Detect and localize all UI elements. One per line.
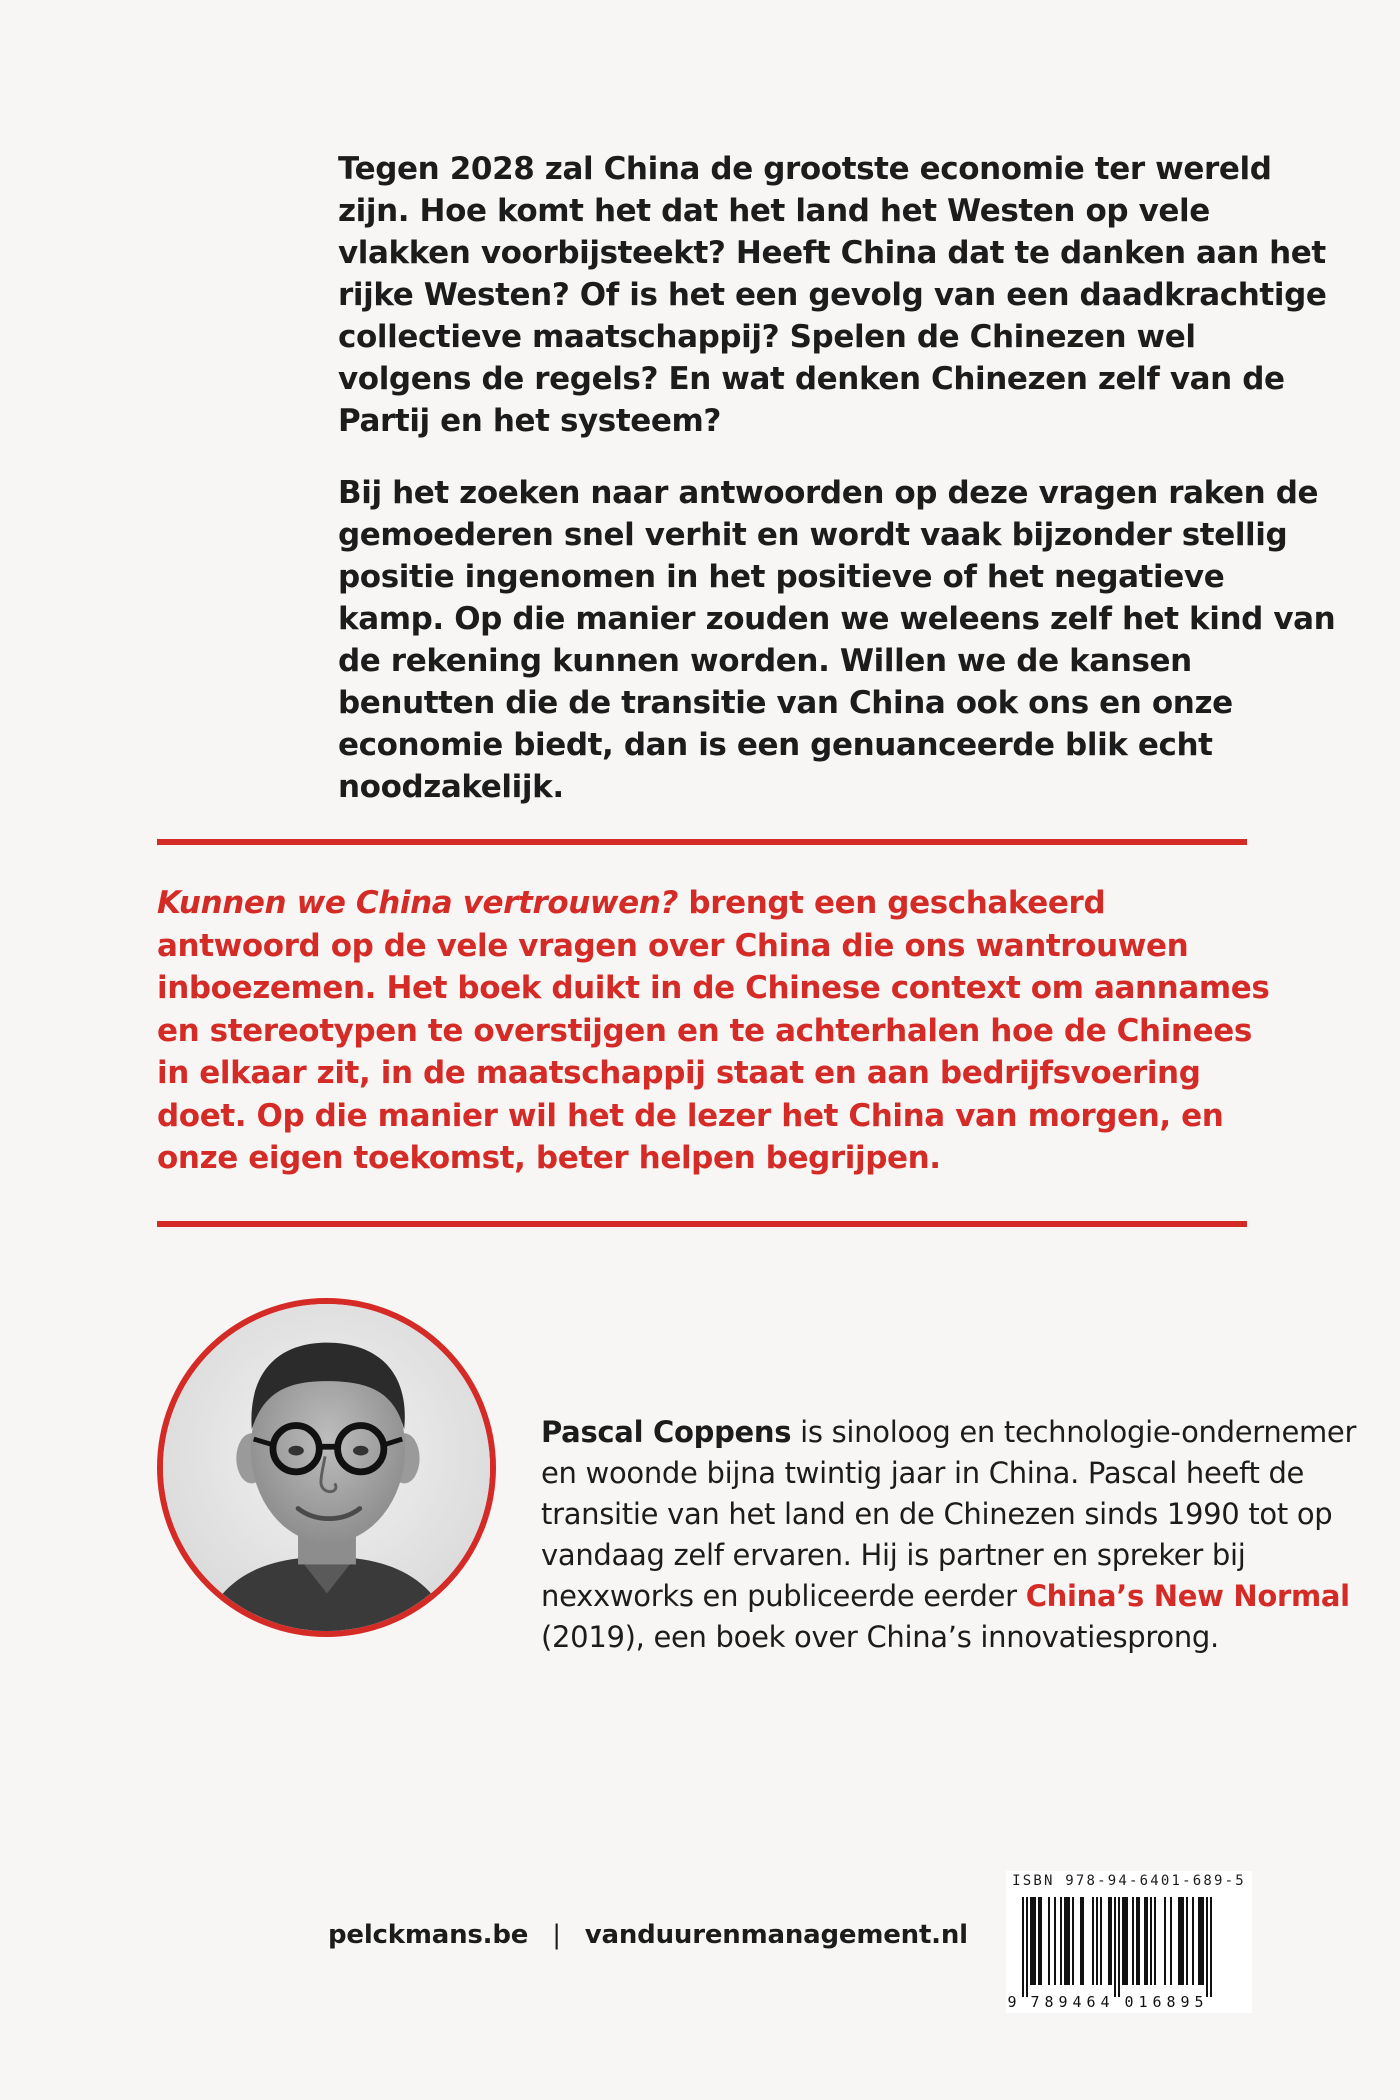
blurb-text: brengt een geschakeerd antwoord op de vele vragen over China die ons wantrouwen inboezemen. Het boek duikt in de Chinese context om aannames en stereotypen te overstijgen en te achterhalen hoe de Chinees in elkaar zit, in de maatschappij staat en aan bedrijfsvoering doet. Op die manier wil het de lezer het China van morgen, en onze eigen toekomst, beter helpen begrijpen. bbox=[157, 885, 1270, 1176]
barcode-bar bbox=[1110, 1897, 1112, 1985]
barcode-digit: 6 bbox=[1152, 1993, 1162, 2011]
barcode-digit: 4 bbox=[1100, 1993, 1110, 2011]
barcode-digit: 5 bbox=[1194, 1993, 1204, 2011]
barcode-bar bbox=[1064, 1897, 1066, 1985]
barcode-bar bbox=[1040, 1897, 1042, 1985]
barcode-bar bbox=[1210, 1897, 1212, 1997]
barcode-bar bbox=[1118, 1897, 1120, 1997]
book-title: Kunnen we China vertrouwen? bbox=[157, 885, 679, 921]
bio-text-1: is sinoloog en technologie-ondernemer en woonde bijna twintig jaar in China. Pascal heeft de transitie van het land en de Chinezen sinds 1990 tot op vandaag zelf ervaren. Hij is partner en spreker bij nexxworks en publiceerde eerder bbox=[541, 1415, 1357, 1613]
author-portrait bbox=[157, 1298, 496, 1637]
barcode-bar bbox=[1092, 1897, 1094, 1985]
intro-paragraph-2: Bij het zoeken naar antwoorden op deze vragen raken de gemoederen snel verhit en wordt vaak bijzonder stellig positie ingenomen in het positieve of het negatieve kamp. Op die manier zouden we weleens zelf het kind van de rekening kunnen worden. Willen we de kansen benutten die de transitie van China ook ons en onze economie biedt, dan is een genuanceerde blik echt noodzakelijk. bbox=[338, 475, 1336, 805]
isbn-label: ISBN 978-94-6401-689-5 bbox=[1012, 1873, 1246, 1889]
barcode-bar bbox=[1108, 1897, 1110, 1985]
barcode-bar bbox=[1178, 1897, 1180, 1985]
footer-separator: | bbox=[552, 1920, 561, 1950]
barcode-digit: 9 bbox=[1058, 1993, 1068, 2011]
barcode-bar bbox=[1146, 1897, 1148, 1985]
barcode-bar bbox=[1192, 1897, 1194, 1985]
barcode-bar bbox=[1186, 1897, 1188, 1985]
author-name: Pascal Coppens bbox=[541, 1415, 792, 1449]
intro-paragraph-1: Tegen 2028 zal China de grootste economie ter wereld zijn. Hoe komt het dat het land het Westen op vele vlakken voorbijsteekt? Heeft China dat te danken aan het rijke Westen? Of is het een gevolg van een daadkrachtige collectieve maatschappij? Spelen de Chinezen wel volgens de regels? En wat denken Chinezen zelf van de Partij en het systeem? bbox=[338, 151, 1327, 439]
barcode-bar bbox=[1126, 1897, 1128, 1985]
isbn-barcode bbox=[1006, 1871, 1252, 2013]
barcode-bar bbox=[1180, 1897, 1182, 1985]
barcode-bar bbox=[1206, 1897, 1208, 1997]
barcode-digit: 8 bbox=[1166, 1993, 1176, 2011]
book-blurb bbox=[157, 882, 1277, 1180]
barcode-bar bbox=[1122, 1897, 1124, 1985]
barcode-digit: 7 bbox=[1030, 1993, 1040, 2011]
barcode-bar bbox=[1096, 1897, 1098, 1985]
barcode-bar bbox=[1080, 1897, 1082, 1985]
previous-book-title: China’s New Normal bbox=[1025, 1579, 1350, 1613]
divider-bottom bbox=[157, 1221, 1247, 1227]
barcode-bar bbox=[1022, 1897, 1024, 1997]
barcode-bar bbox=[1032, 1897, 1034, 1985]
barcode-digit: 9 bbox=[1180, 1993, 1190, 2011]
publisher-link-vanduuren: vanduurenmanagement.nl bbox=[584, 1920, 968, 1950]
barcode-bar bbox=[1054, 1897, 1056, 1985]
barcode-digit: 1 bbox=[1138, 1993, 1148, 2011]
barcode-bar bbox=[1060, 1897, 1062, 1985]
barcode-bar bbox=[1124, 1897, 1126, 1985]
barcode-digit: 4 bbox=[1072, 1993, 1082, 2011]
barcode-bar bbox=[1198, 1897, 1200, 1985]
publisher-footer bbox=[328, 1920, 968, 1950]
barcode-bar bbox=[1082, 1897, 1084, 1985]
barcode-bar bbox=[1030, 1897, 1032, 1985]
barcode-bar bbox=[1154, 1897, 1156, 1985]
barcode-bar bbox=[1202, 1897, 1204, 1985]
barcode-bar bbox=[1100, 1897, 1102, 1985]
barcode-bar bbox=[1132, 1897, 1134, 1985]
barcode-bar bbox=[1068, 1897, 1070, 1985]
barcode-digit: 0 bbox=[1124, 1993, 1134, 2011]
barcode-bar bbox=[1034, 1897, 1036, 1985]
barcode-digit: 9 bbox=[1007, 1993, 1017, 2011]
barcode-bar bbox=[1144, 1897, 1146, 1985]
barcode-bars bbox=[1006, 1895, 1252, 2013]
barcode-bar bbox=[1182, 1897, 1184, 1985]
divider-top bbox=[157, 839, 1247, 845]
author-bio bbox=[541, 1412, 1361, 1658]
barcode-digit: 8 bbox=[1044, 1993, 1054, 2011]
publisher-link-pelckmans: pelckmans.be bbox=[328, 1920, 529, 1950]
barcode-bar bbox=[1170, 1897, 1172, 1985]
barcode-bar bbox=[1048, 1897, 1050, 1985]
bio-text-2: (2019), een boek over China’s innovatiesprong. bbox=[541, 1620, 1219, 1654]
barcode-digit: 6 bbox=[1086, 1993, 1096, 2011]
barcode-bar bbox=[1150, 1897, 1152, 1985]
barcode-bar bbox=[1066, 1897, 1068, 1985]
barcode-bar bbox=[1136, 1897, 1138, 1985]
barcode-bar bbox=[1200, 1897, 1202, 1985]
barcode-bar bbox=[1114, 1897, 1116, 1997]
barcode-bar bbox=[1138, 1897, 1140, 1985]
barcode-bar bbox=[1038, 1897, 1040, 1985]
barcode-bar bbox=[1026, 1897, 1028, 1997]
intro-text bbox=[338, 148, 1338, 838]
barcode-bar bbox=[1072, 1897, 1074, 1985]
barcode-bar bbox=[1164, 1897, 1166, 1985]
